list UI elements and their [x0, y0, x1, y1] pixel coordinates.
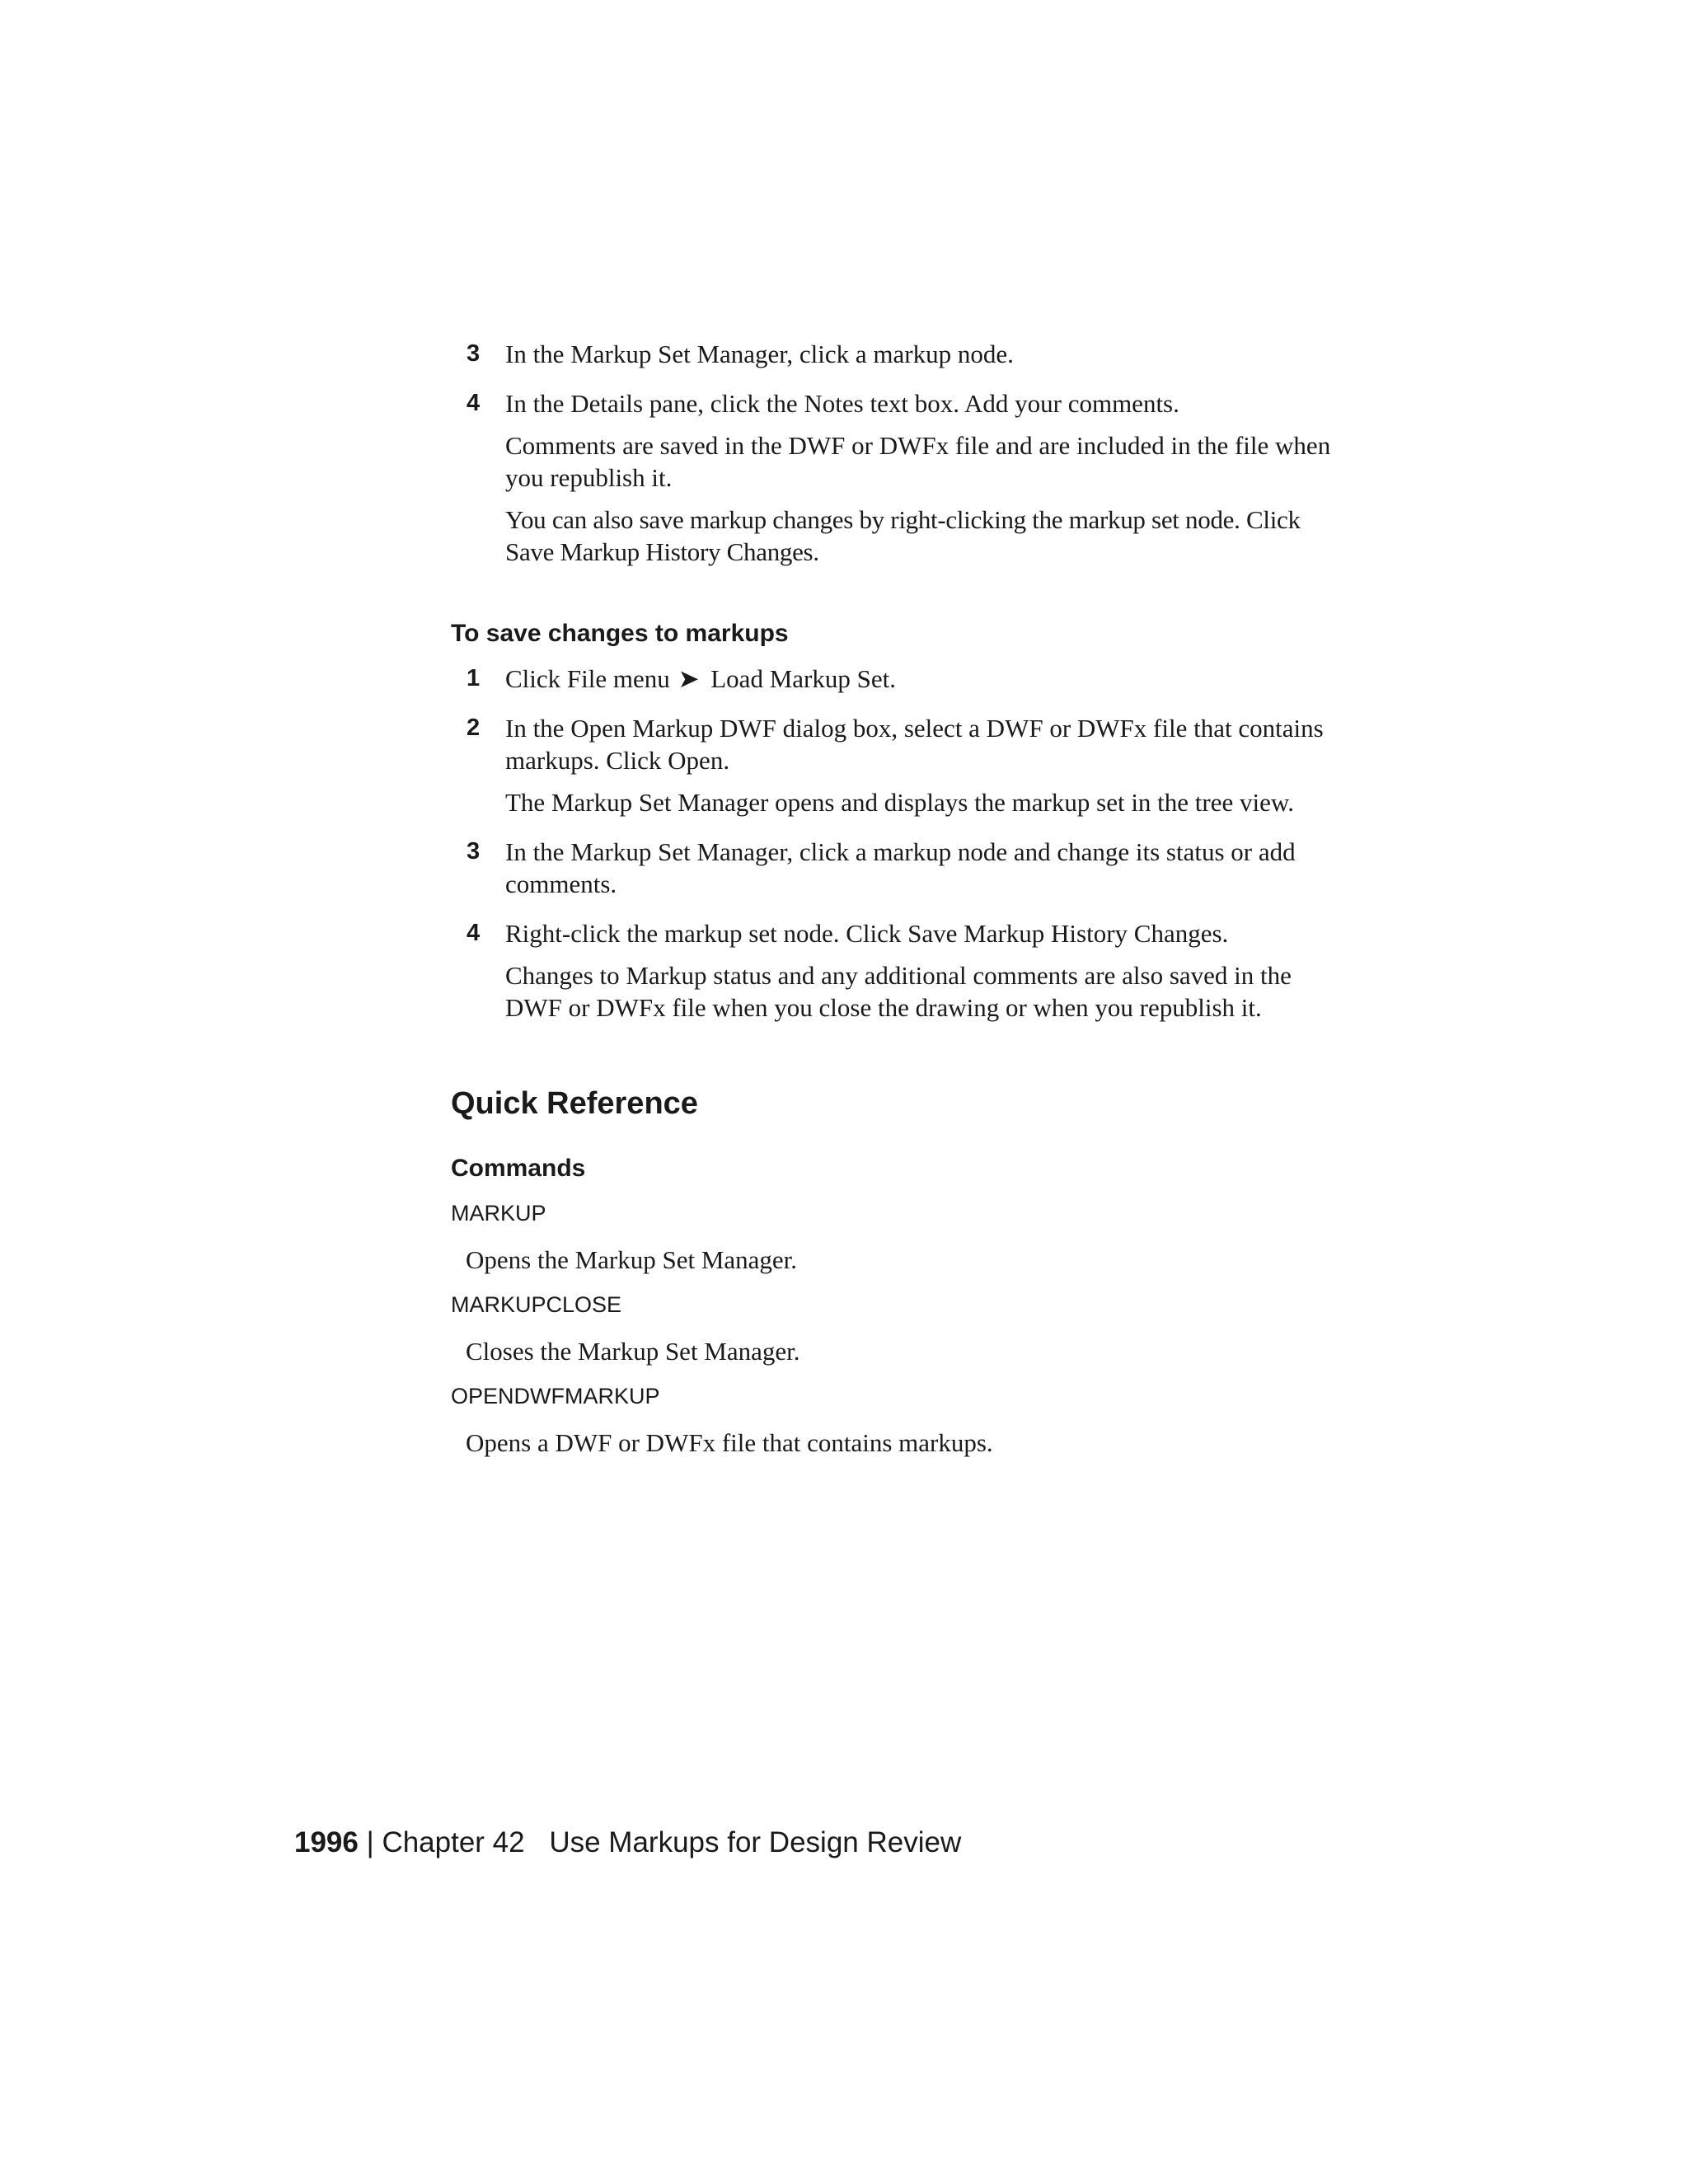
- step-text: Right-click the markup set node. Click Save Markup History Changes.: [505, 919, 1229, 948]
- step-text-before: Click File menu: [505, 664, 670, 693]
- command-entry: [451, 1199, 1341, 1276]
- command-description: Closes the Markup Set Manager.: [466, 1337, 800, 1366]
- page-content: [451, 338, 1341, 1459]
- step-number: 4: [467, 920, 481, 946]
- commands-heading: Commands: [451, 1155, 586, 1182]
- command-name: MARKUPCLOSE: [451, 1292, 622, 1317]
- step-text: In the Markup Set Manager, click a markup node and change its status or add comments.: [505, 837, 1296, 898]
- menu-arrow-icon: ➤: [678, 664, 700, 693]
- step-number: 4: [467, 390, 481, 416]
- procedure-title: To save changes to markups: [451, 620, 789, 647]
- step-note: Changes to Markup status and any additional comments are also saved in the DWF or DWFx file when you close the drawing or when you republish it.: [505, 961, 1292, 1022]
- step-note: You can also save markup changes by right-clicking the markup set node. Click Save Markup History Changes.: [505, 505, 1301, 566]
- step-number: 2: [467, 715, 481, 741]
- list-item: [451, 338, 1341, 370]
- command-name: MARKUP: [451, 1201, 546, 1226]
- step-number: 3: [467, 838, 481, 865]
- command-description: Opens the Markup Set Manager.: [466, 1245, 798, 1274]
- list-item: [451, 836, 1341, 900]
- footer-separator: |: [366, 1826, 374, 1858]
- step-note: Comments are saved in the DWF or DWFx file and are included in the file when you republish it.: [505, 431, 1331, 492]
- command-entry: [451, 1382, 1341, 1459]
- command-name: OPENDWFMARKUP: [451, 1384, 660, 1408]
- step-number: 3: [467, 340, 481, 367]
- page-footer: [294, 1825, 961, 1861]
- step-text: In the Markup Set Manager, click a markup node.: [505, 340, 1014, 368]
- chapter-label: Chapter 42: [382, 1826, 525, 1858]
- step-note: The Markup Set Manager opens and displays the markup set in the tree view.: [505, 788, 1295, 817]
- step-text: In the Open Markup DWF dialog box, select a DWF or DWFx file that contains markups. Click Open.: [505, 714, 1324, 775]
- list-item: [451, 917, 1341, 1024]
- list-item: [451, 387, 1341, 568]
- step-text: In the Details pane, click the Notes text box. Add your comments.: [505, 389, 1179, 418]
- step-number: 1: [467, 665, 481, 691]
- step-text-after: Load Markup Set.: [710, 664, 896, 693]
- quick-reference-heading: Quick Reference: [451, 1086, 698, 1121]
- command-entry: [451, 1291, 1341, 1367]
- list-item: [451, 712, 1341, 818]
- chapter-title: Use Markups for Design Review: [549, 1826, 962, 1858]
- page-number: 1996: [294, 1826, 359, 1858]
- list-item: [451, 663, 1341, 695]
- step-text: [505, 663, 1341, 695]
- command-description: Opens a DWF or DWFx file that contains markups.: [466, 1428, 993, 1457]
